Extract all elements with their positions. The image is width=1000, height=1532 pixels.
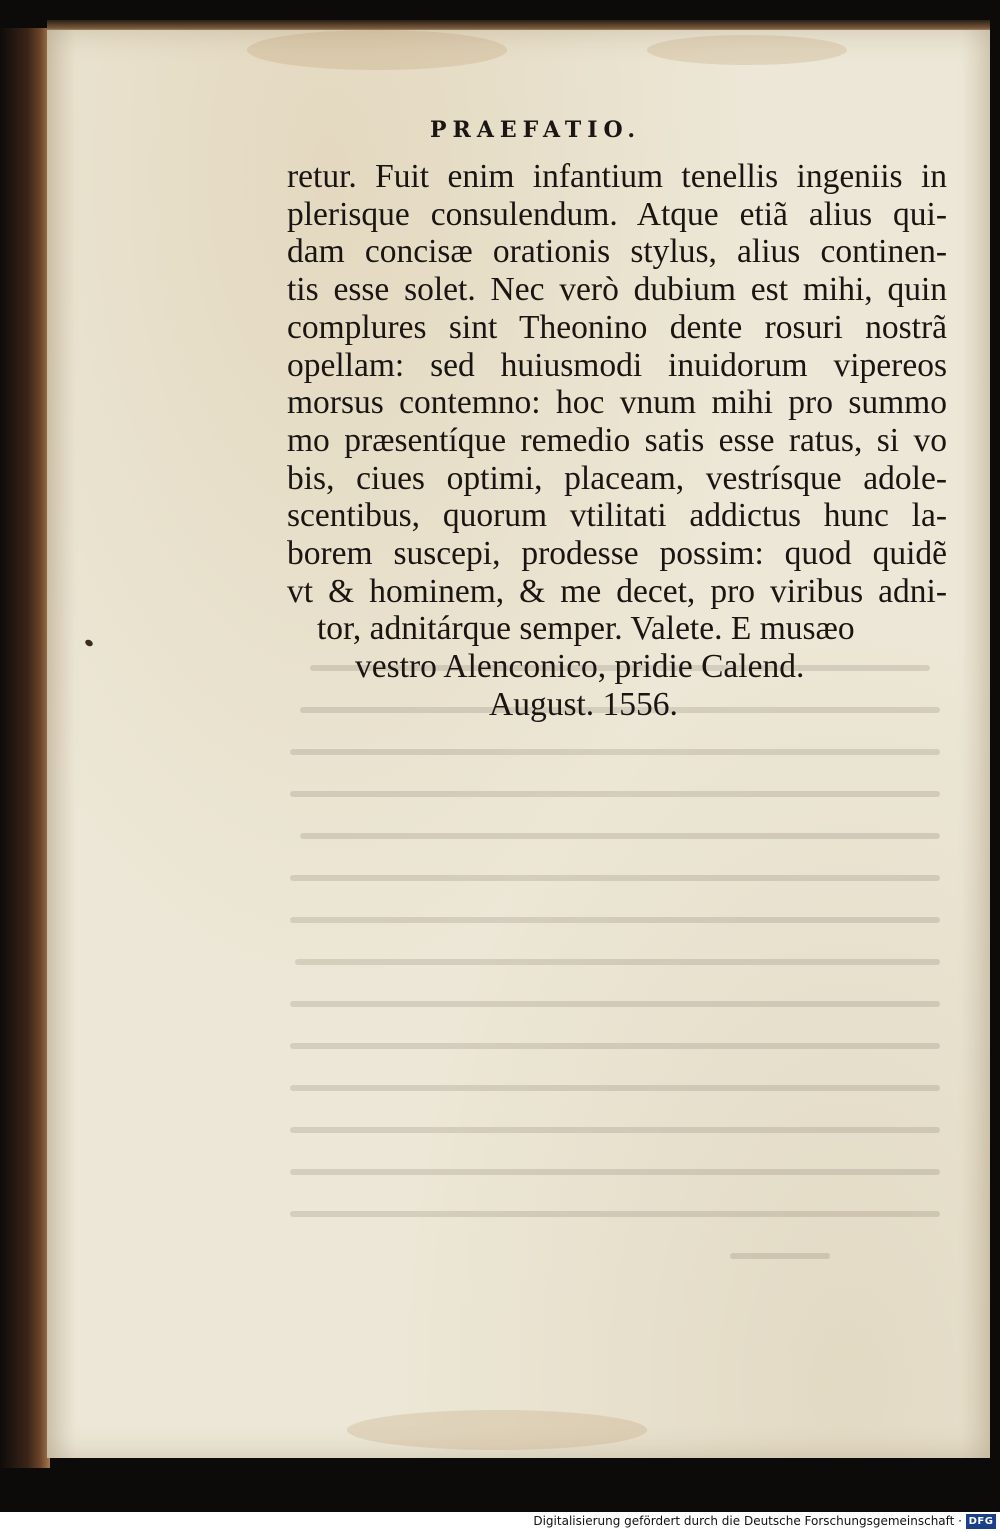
paper-stain [347,1410,647,1450]
text-line: opellam: sed huiusmodi inuidorum vipereos [287,346,947,384]
body-text [287,158,947,724]
text-line: tis esse solet. Nec verò dubium est mihi, quin [287,271,947,309]
paper-stain [647,35,847,65]
text-line: mo præsentíque remedio satis esse ratus, si vo [287,421,947,459]
running-head: PRAEFATIO. [430,117,642,143]
paper-stain [247,30,507,70]
text-line: bis, ciues optimi, placeam, vestrísque adole- [287,459,947,497]
book-spine-edge [0,28,50,1468]
text-line: borem suscepi, prodesse possim: quod quidẽ [287,535,947,573]
date-line: August. 1556. [489,685,678,723]
text-line: plerisque consulendum. Atque etiã alius qui- [287,195,947,233]
dfg-logo-icon: DFG [966,1514,996,1529]
text-line: dam concisæ orationis stylus, alius continen- [287,233,947,271]
text-line: retur. Fuit enim infantium tenellis ingeniis in [287,158,947,195]
text-line: complures sint Theonino dente rosuri nostrã [287,308,947,346]
text-line: tor, adnitárque semper. Valete. E musæo [317,610,855,648]
text-line: scentibus, quorum vtilitati addictus hunc la- [287,497,947,535]
digitization-footer [0,1512,1000,1532]
funding-credit: Digitalisierung gefördert durch die Deutsche Forschungsgemeinschaft · [533,1514,962,1528]
text-line: vestro Alenconico, pridie Calend. [355,648,805,686]
text-line: morsus contemno: hoc vnum mihi pro summo [287,384,947,422]
text-line: vt & hominem, & me decet, pro viribus adni- [287,572,947,610]
show-through-texture [270,655,950,1305]
